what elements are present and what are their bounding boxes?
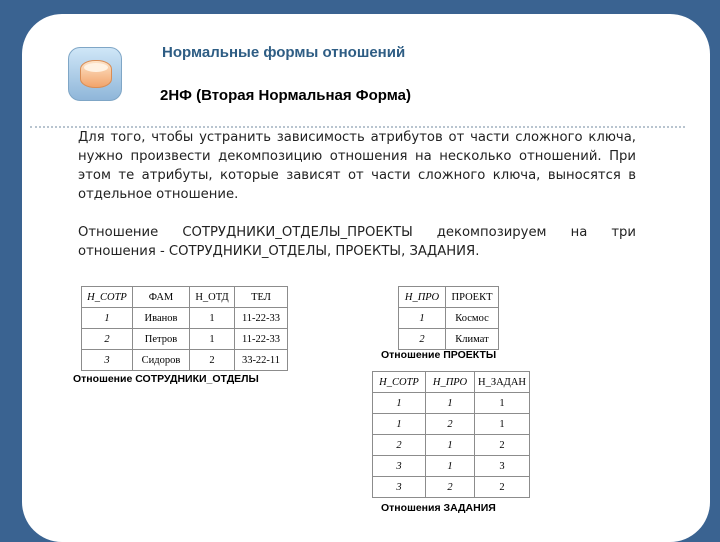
- table-cell: 1: [426, 456, 475, 477]
- table-cell: 1: [475, 393, 530, 414]
- table-header: ТЕЛ: [235, 287, 288, 308]
- table-row: [373, 393, 530, 414]
- table-cell: 1: [373, 414, 426, 435]
- caption-employees-departments: Отношение СОТРУДНИКИ_ОТДЕЛЫ: [73, 373, 259, 385]
- table-cell: 2: [426, 414, 475, 435]
- table-projects: [398, 286, 499, 350]
- table-row: [399, 329, 499, 350]
- table-header: Н_ЗАДАН: [475, 372, 530, 393]
- table-tasks: [372, 371, 530, 498]
- table-row: [82, 329, 288, 350]
- table-header: Н_СОТР: [373, 372, 426, 393]
- table-cell: 1: [190, 308, 235, 329]
- table-row: [82, 308, 288, 329]
- page-title: Нормальные формы отношений: [162, 44, 406, 61]
- table-cell: Петров: [133, 329, 190, 350]
- table-cell: 2: [190, 350, 235, 371]
- caption-projects: Отношение ПРОЕКТЫ: [381, 349, 497, 361]
- table-cell: 2: [373, 435, 426, 456]
- table-header: ПРОЕКТ: [446, 287, 499, 308]
- table-cell: 2: [426, 477, 475, 498]
- table-cell: 1: [399, 308, 446, 329]
- table-cell: 11-22-33: [235, 329, 288, 350]
- table-cell: 11-22-33: [235, 308, 288, 329]
- database-icon: [68, 47, 122, 101]
- table-cell: 1: [190, 329, 235, 350]
- table-row: [373, 477, 530, 498]
- table-cell: 1: [426, 435, 475, 456]
- table-cell: 1: [475, 414, 530, 435]
- table-cell: 2: [82, 329, 133, 350]
- table-cell: Иванов: [133, 308, 190, 329]
- table-header: Н_СОТР: [82, 287, 133, 308]
- caption-tasks: Отношения ЗАДАНИЯ: [381, 502, 496, 514]
- table-cell: 33-22-11: [235, 350, 288, 371]
- table-row: [373, 456, 530, 477]
- table-header: ФАМ: [133, 287, 190, 308]
- table-header: Н_ПРО: [399, 287, 446, 308]
- table-cell: 2: [399, 329, 446, 350]
- table-cell: Климат: [446, 329, 499, 350]
- table-cell: 1: [373, 393, 426, 414]
- table-cell: 1: [426, 393, 475, 414]
- table-row: [373, 414, 530, 435]
- paragraph-relations: Отношение СОТРУДНИКИ_ОТДЕЛЫ_ПРОЕКТЫ декомпозируем на три отношения - СОТРУДНИКИ_ОТДЕЛЫ, ПРОЕКТЫ, ЗАДАНИЯ.: [78, 225, 636, 259]
- table-cell: 3: [82, 350, 133, 371]
- table-header: Н_ОТД: [190, 287, 235, 308]
- table-header: Н_ПРО: [426, 372, 475, 393]
- table-employees-departments: [81, 286, 288, 371]
- table-row: [399, 308, 499, 329]
- table-cell: 3: [475, 456, 530, 477]
- table-cell: Сидоров: [133, 350, 190, 371]
- table-cell: 1: [82, 308, 133, 329]
- table-row: [82, 350, 288, 371]
- table-cell: 3: [373, 477, 426, 498]
- paragraph-decomposition: Для того, чтобы устранить зависимость атрибутов от части сложного ключа, нужно произвести декомпозицию отношения на несколько отношений. При этом те атрибуты, которые зависят от части сложного ключа, выносятся в отдельное отношение.: [78, 130, 636, 202]
- table-cell: 2: [475, 435, 530, 456]
- table-row: [373, 435, 530, 456]
- table-cell: 3: [373, 456, 426, 477]
- table-cell: Космос: [446, 308, 499, 329]
- table-cell: 2: [475, 477, 530, 498]
- page-subtitle: 2НФ (Вторая Нормальная Форма): [160, 87, 411, 104]
